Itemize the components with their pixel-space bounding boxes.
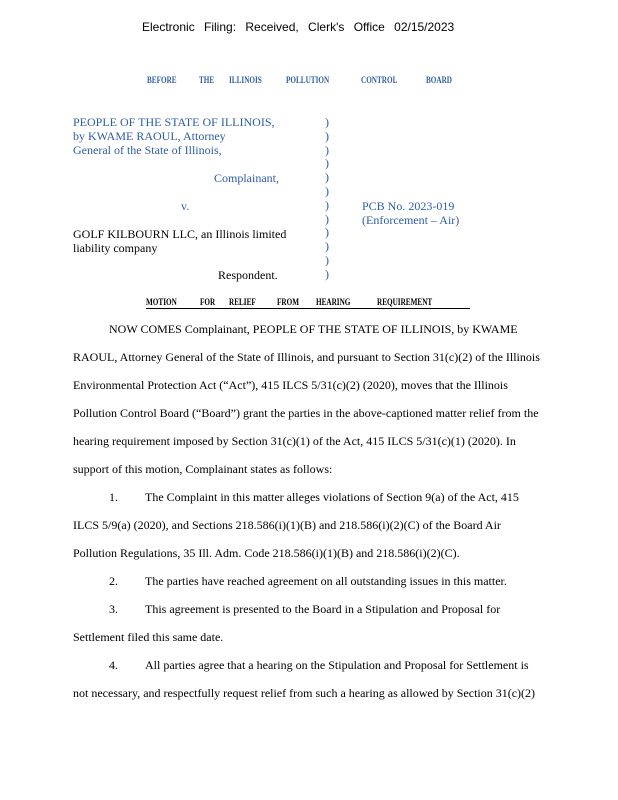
item-line: ILCS 5/9(a) (2020), and Sections 218.586(i)(1)(B) and 218.586(i)(2)(C) of the Board Air bbox=[73, 518, 501, 532]
filing-stamp: Electronic Filing: Received, Clerk's Office 02/15/2023 bbox=[142, 20, 455, 34]
item-line: The Complaint in this matter alleges violations of Section 9(a) of the Act, 415 bbox=[145, 490, 519, 504]
caption-paren: ) bbox=[325, 115, 329, 129]
plaintiff-line: PEOPLE OF THE STATE OF ILLINOIS, bbox=[73, 115, 275, 129]
case-type: (Enforcement – Air) bbox=[362, 213, 460, 227]
item-line: All parties agree that a hearing on the Stipulation and Proposal for Settlement is bbox=[145, 658, 529, 672]
item-line: Settlement filed this same date. bbox=[73, 630, 224, 644]
plaintiff-line: General of the State of Illinois, bbox=[73, 143, 222, 157]
item-number: 4. bbox=[109, 658, 118, 672]
motion-title-word: FOR bbox=[200, 297, 216, 307]
item-line: Pollution Regulations, 35 Ill. Adm. Code 218.586(i)(1)(B) and 218.586(i)(2)(C). bbox=[73, 546, 460, 560]
caption-paren: ) bbox=[325, 225, 329, 240]
title-underline bbox=[146, 308, 470, 309]
board-heading-word: THE bbox=[199, 75, 215, 85]
motion-line: support of this motion, Complainant states as follows: bbox=[73, 462, 333, 476]
caption-paren: ) bbox=[325, 184, 329, 198]
board-heading-word: BOARD bbox=[426, 75, 453, 85]
caption-paren: ) bbox=[325, 211, 329, 226]
caption-paren: ) bbox=[325, 128, 329, 143]
motion-line: RAOUL, Attorney General of the State of Illinois, and pursuant to Section 31(c)(2) of the Illinois bbox=[73, 350, 540, 364]
item-line: This agreement is presented to the Board in a Stipulation and Proposal for bbox=[145, 602, 501, 616]
versus-label: v. bbox=[181, 199, 190, 213]
item-line: not necessary, and respectfully request relief from such a hearing as allowed by Section 31(c)(2) bbox=[73, 686, 536, 700]
caption-paren: ) bbox=[325, 253, 329, 267]
motion-line: NOW COMES Complainant, PEOPLE OF THE STATE OF ILLINOIS, by KWAME bbox=[109, 322, 518, 336]
board-heading-word: ILLINOIS bbox=[229, 75, 262, 85]
caption-paren: ) bbox=[325, 197, 329, 212]
motion-line: Pollution Control Board (“Board”) grant the parties in the above-captioned matter relief from the bbox=[73, 406, 539, 420]
defendant-line: GOLF KILBOURN LLC, an Illinois limited bbox=[73, 227, 287, 241]
motion-title-word: MOTION bbox=[146, 297, 177, 307]
board-heading-word: CONTROL bbox=[361, 75, 398, 85]
caption-paren: ) bbox=[325, 239, 329, 254]
complainant-label: Complainant, bbox=[214, 171, 279, 185]
item-number: 1. bbox=[109, 490, 118, 504]
caption-paren: ) bbox=[325, 170, 329, 185]
respondent-label: Respondent. bbox=[218, 268, 278, 282]
motion-line: hearing requirement imposed by Section 31(c)(1) of the Act, 415 ILCS 5/31(c)(1) (2020). In bbox=[73, 434, 516, 448]
motion-title-word: REQUIREMENT bbox=[377, 297, 433, 307]
caption-paren: ) bbox=[325, 142, 329, 157]
motion-title-word: RELIEF bbox=[229, 297, 256, 307]
motion-title-word: FROM bbox=[277, 297, 299, 307]
case-number: PCB No. 2023-019 bbox=[362, 199, 455, 213]
item-line: The parties have reached agreement on all outstanding issues in this matter. bbox=[145, 574, 507, 588]
defendant-line: liability company bbox=[73, 241, 158, 255]
item-number: 2. bbox=[109, 574, 118, 588]
plaintiff-line: by KWAME RAOUL, Attorney bbox=[73, 129, 226, 143]
board-heading-word: BEFORE bbox=[147, 75, 177, 85]
item-number: 3. bbox=[109, 602, 118, 616]
caption-paren: ) bbox=[325, 156, 329, 171]
motion-line: Environmental Protection Act (“Act”), 415 ILCS 5/31(c)(2) (2020), moves that the Illinois bbox=[73, 378, 508, 392]
motion-title-word: HEARING bbox=[316, 297, 351, 307]
caption-paren: ) bbox=[325, 266, 329, 281]
board-heading-word: POLLUTION bbox=[286, 75, 330, 85]
